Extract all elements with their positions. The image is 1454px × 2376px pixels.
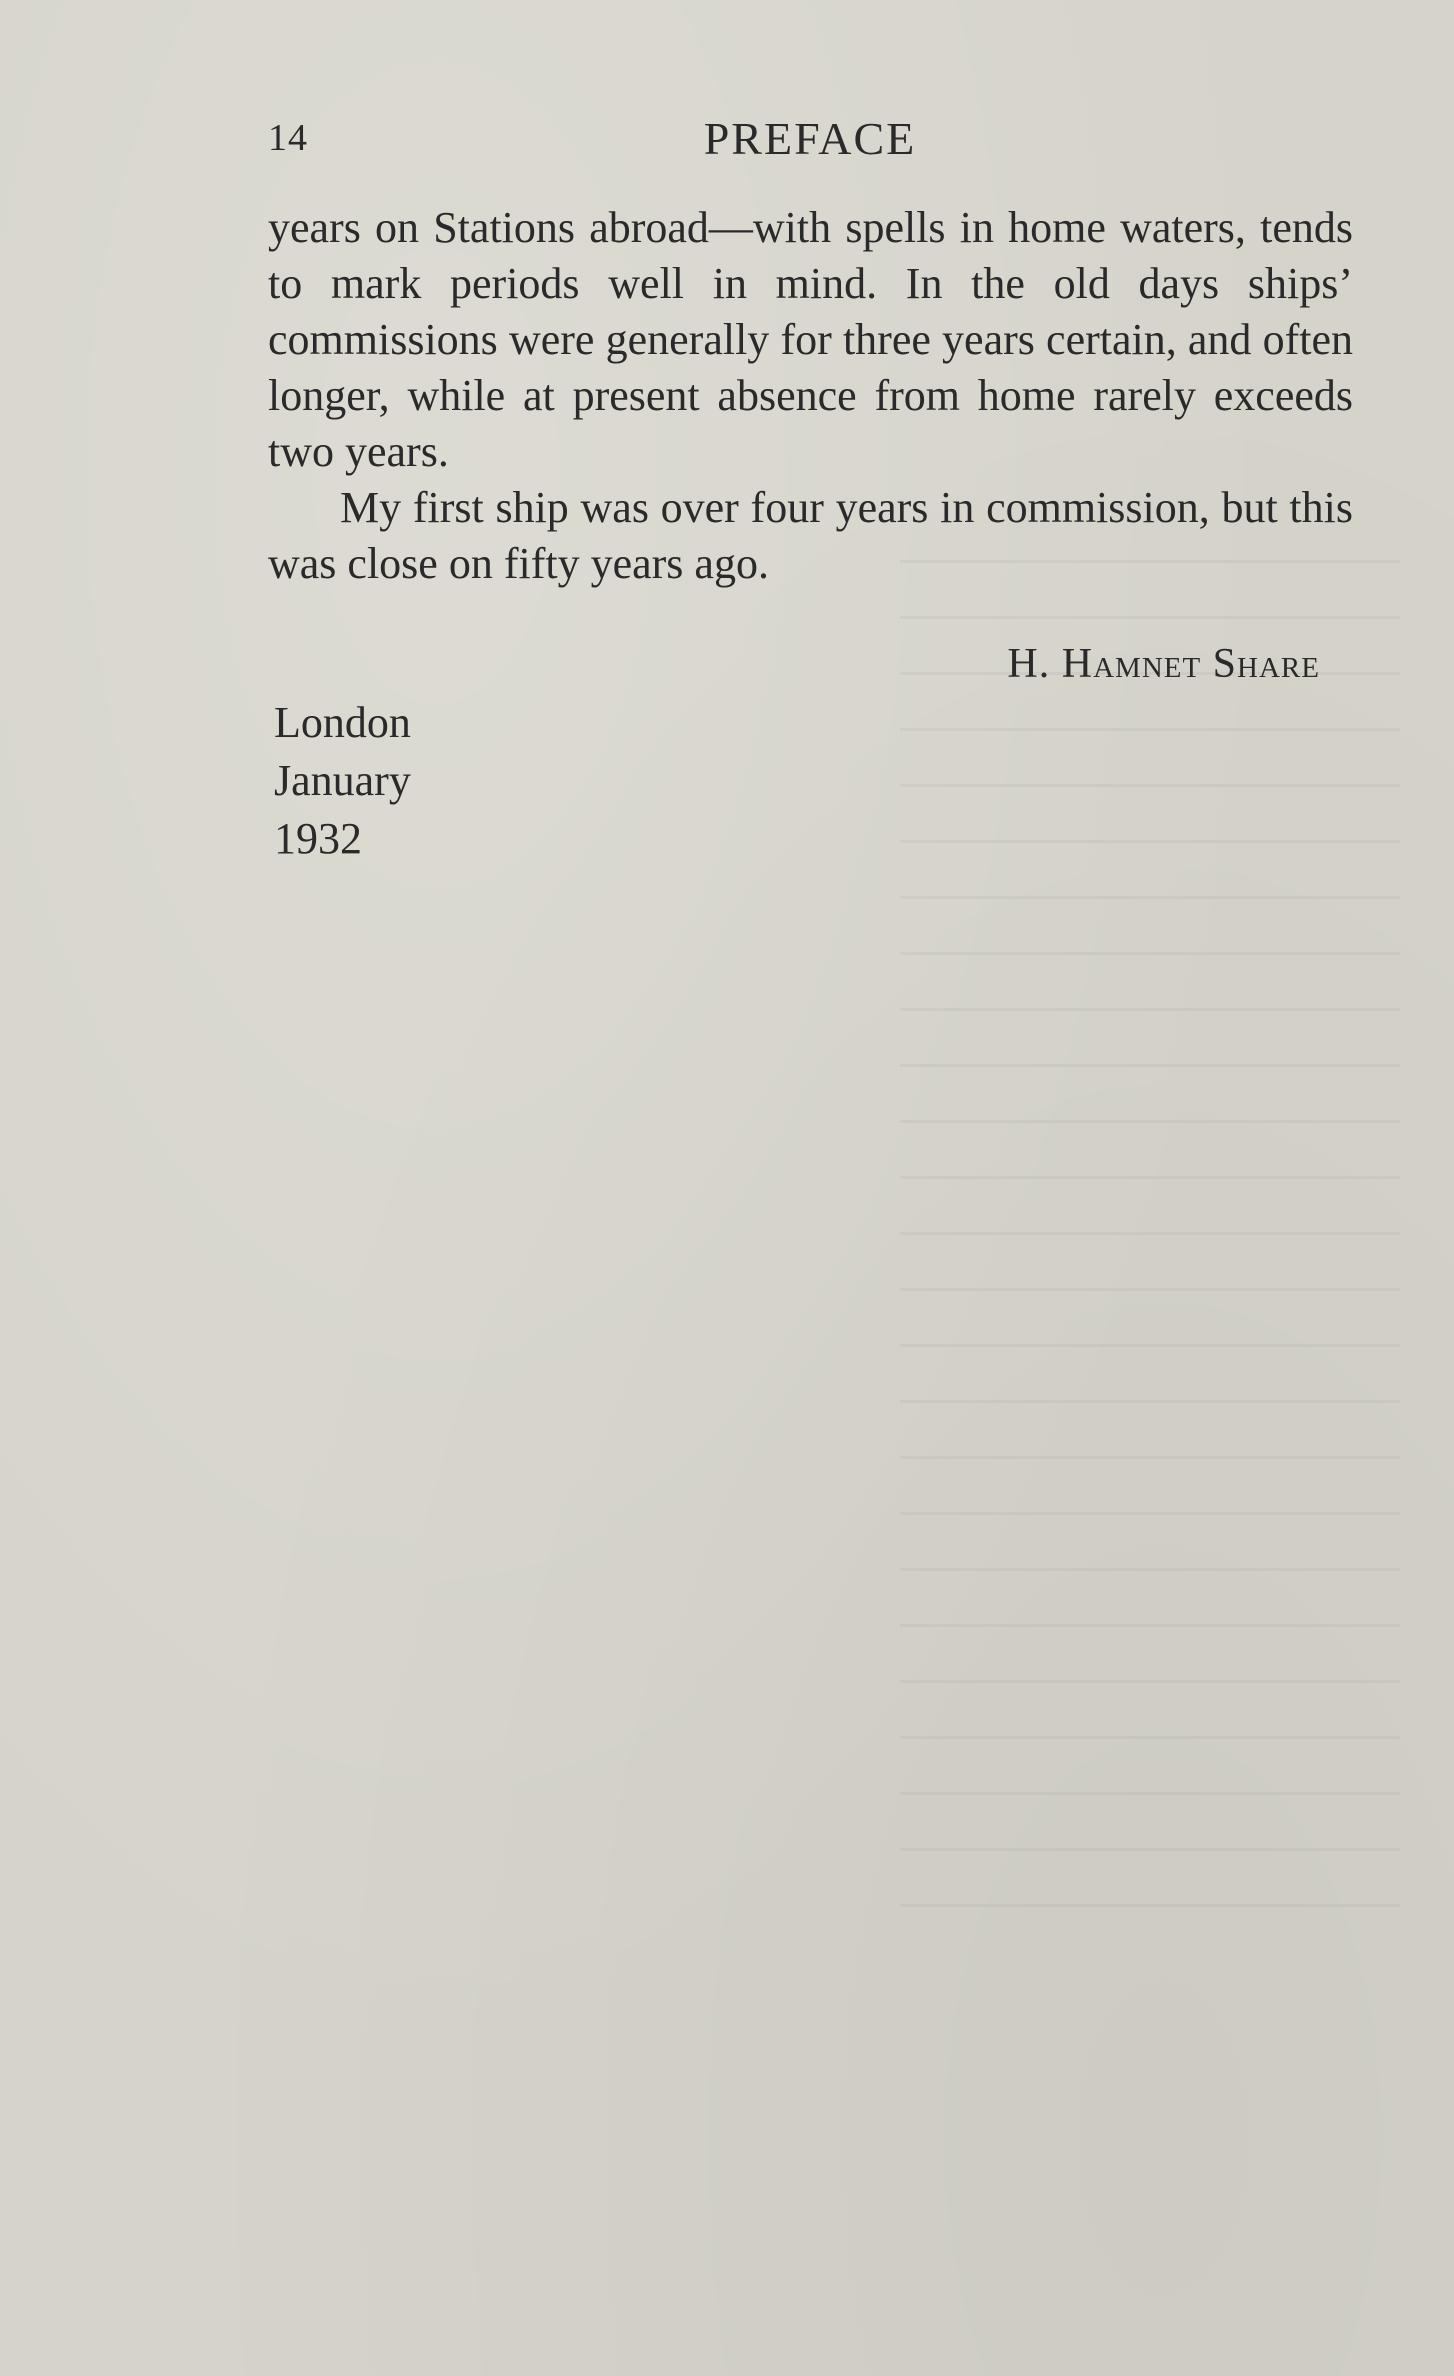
dateline-year: 1932 — [274, 814, 362, 863]
paragraph-continuation: years on Stations abroad—with spells in home waters, tends to mark periods well in mind. In the old days ships’ commissions were generally for three years certain, and often longer, while at present absence from home rarely exceeds two years. — [268, 203, 1353, 476]
dateline-month: January — [274, 756, 411, 805]
page-number: 14 — [268, 117, 308, 159]
dateline — [274, 694, 411, 868]
dateline-place: London — [274, 698, 411, 747]
author-signature: H. Hamnet Share — [1007, 641, 1320, 687]
reverse-page-bleed-through — [900, 560, 1400, 1960]
paragraph-first-ship: My first ship was over four years in commission, but this was close on fifty years ago. — [268, 483, 1353, 588]
running-title: PREFACE — [703, 113, 917, 164]
preface-body — [268, 200, 1353, 592]
